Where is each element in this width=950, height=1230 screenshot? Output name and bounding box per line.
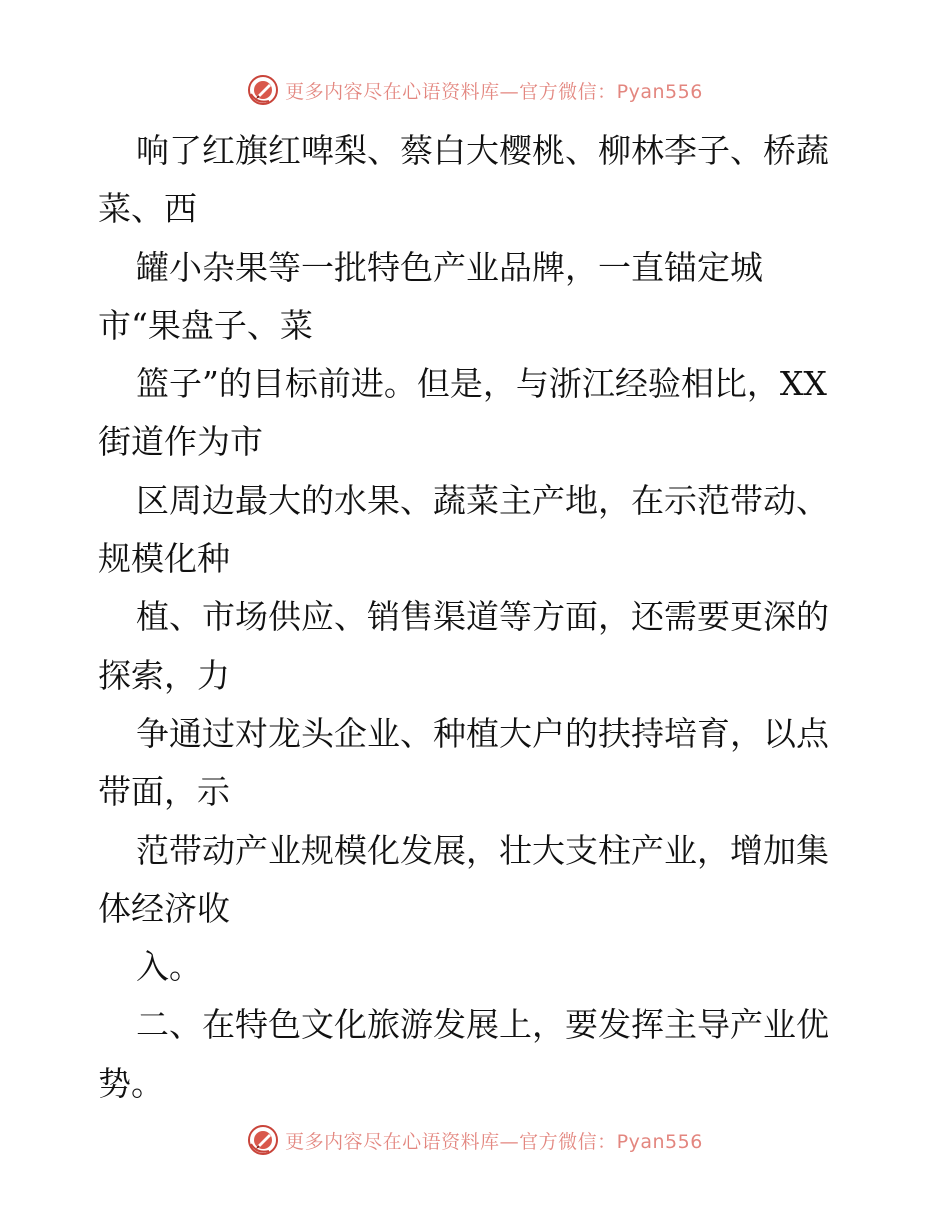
body-line: 街道作为市	[98, 422, 263, 462]
body-line: 带面，示	[98, 772, 230, 812]
body-line: 体经济收	[98, 888, 230, 928]
body-line: 规模化种	[98, 539, 230, 579]
body-line: 区周边最大的水果、蔬菜主产地，在示范带动、	[136, 480, 829, 520]
body-line: 市“果盘子、菜	[98, 305, 313, 345]
body-line: 争通过对龙头企业、种植大户的扶持培育，以点	[136, 713, 829, 753]
watermark-text: 更多内容尽在心语资料库—官方微信：Pyan556	[285, 1130, 703, 1153]
watermark-banner-bottom	[0, 1120, 950, 1160]
body-line: 探索，力	[98, 655, 230, 695]
body-line: 菜、西	[98, 189, 197, 229]
body-line: 罐小杂果等一批特色产业品牌，一直锚定城	[136, 247, 763, 287]
body-line: 篮子”的目标前进。但是，与浙江经验相比，XX	[136, 364, 827, 404]
body-line: 植、市场供应、销售渠道等方面，还需要更深的	[136, 597, 829, 637]
watermark-banner-top	[0, 70, 950, 110]
document-body	[98, 122, 858, 1113]
watermark-text: 更多内容尽在心语资料库—官方微信：Pyan556	[285, 80, 703, 103]
section-heading-line: 二、在特色文化旅游发展上，要发挥主导产业优	[136, 1005, 829, 1045]
quill-pen-logo-icon	[247, 1124, 279, 1156]
body-line: 入。	[136, 947, 202, 987]
quill-pen-logo-icon	[247, 74, 279, 106]
body-line: 响了红旗红啤梨、蔡白大樱桃、柳林李子、桥蔬	[136, 131, 829, 170]
body-line: 势。	[98, 1063, 164, 1103]
body-line: 范带动产业规模化发展，壮大支柱产业，增加集	[136, 830, 829, 870]
